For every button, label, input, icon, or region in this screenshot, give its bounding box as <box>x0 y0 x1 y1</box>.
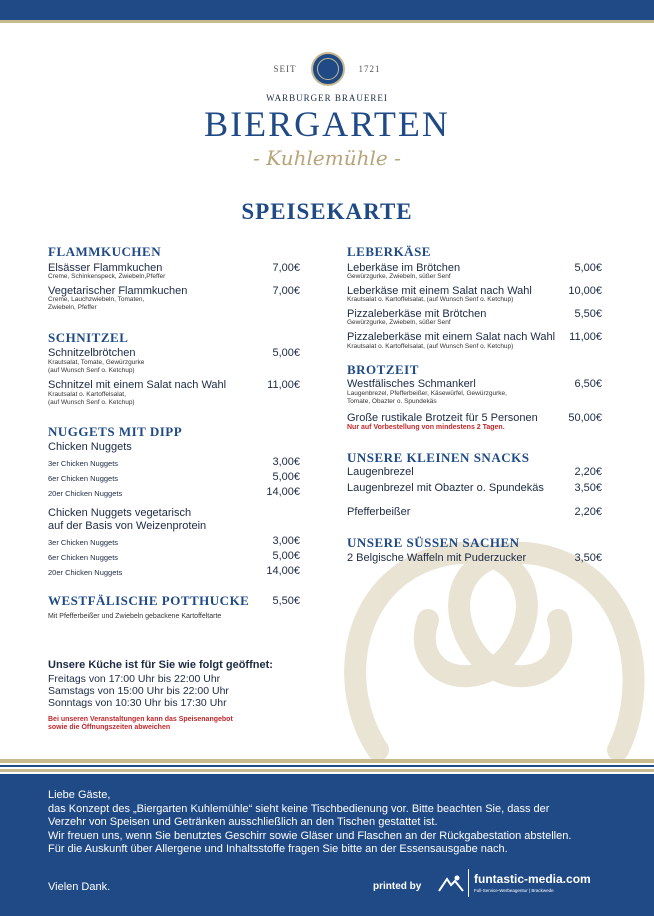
menu-item-name: Leberkäse im Brötchen <box>347 262 461 274</box>
section-title-potthucke: WESTFÄLISCHE POTTHUCKE <box>48 593 250 608</box>
menu-item-name: Schnitzel mit einem Salat nach Wahl <box>48 379 227 391</box>
opening-hours-line: Freitags von 17:00 Uhr bis 22:00 Uhr <box>48 673 221 685</box>
printed-by-label: printed by <box>373 881 422 892</box>
menu-item-price: 7,00€ <box>272 262 300 274</box>
top-color-bar <box>0 0 654 20</box>
brand-name: funtastic-media.com <box>474 872 591 886</box>
menu-title: SPEISEKARTE <box>241 199 413 224</box>
section-title-nuggets: NUGGETS MIT DIPP <box>48 424 183 439</box>
section-title-snacks: UNSERE KLEINEN SNACKS <box>347 450 530 465</box>
menu-item-name: 6er Chicken Nuggets <box>48 474 119 483</box>
footer-divider-stripes <box>0 759 654 779</box>
page-subtitle: - Kuhlemühle - <box>253 146 401 170</box>
menu-group-name: Chicken Nuggets vegetarisch <box>48 507 192 519</box>
menu-item-price: 2,20€ <box>574 506 602 518</box>
footer-line: Liebe Gäste, <box>48 789 111 801</box>
footer-notice <box>0 779 654 916</box>
menu-item-name: 3er Chicken Nuggets <box>48 459 119 468</box>
menu-item-desc: Krautsalat o. Kartoffelsalat, (auf Wunsch Senf o. Ketchup) <box>347 296 514 303</box>
menu-item-desc: Krautsalat o. Kartoffelsalat, (auf Wunsch Senf o. Ketchup) <box>48 391 135 406</box>
section-title-schnitzel: SCHNITZEL <box>48 330 129 345</box>
menu-item-price: 3,00€ <box>272 535 300 547</box>
menu-group-name: Chicken Nuggets <box>48 441 132 453</box>
menu-item-price: 2,20€ <box>574 466 602 478</box>
brand-divider <box>468 869 469 897</box>
footer-line: das Konzept des „Biergarten Kuhlemühle“ sieht keine Tischbedienung vor. Bitte beachten Sie, dass der <box>48 802 550 815</box>
menu-item-price: 5,00€ <box>272 471 300 483</box>
menu-item-desc: Krautsalat o. Kartoffelsalat, (auf Wunsch Senf o. Ketchup) <box>347 343 514 350</box>
opening-hours-heading: Unsere Küche ist für Sie wie folgt geöffnet: <box>48 659 273 671</box>
section-title-suess: UNSERE SÜSSEN SACHEN <box>347 535 520 550</box>
top-gold-stripe <box>0 20 654 23</box>
menu-item-name: Westfälisches Schmankerl <box>347 378 476 390</box>
footer-line: Verzehr von Speisen und Getränken ausschließlich an den Tischen gestattet ist. <box>48 816 438 828</box>
menu-item-desc: Creme, Lauchzwiebeln, Tomaten, Zwiebeln, Pfeffer <box>48 296 145 311</box>
menu-item-price: 5,50€ <box>574 308 602 320</box>
footer-line: Wir freuen uns, wenn Sie benutztes Geschirr sowie Gläser und Flaschen an der Rückgabestation abstellen. <box>48 829 572 842</box>
menu-item-price: 10,00€ <box>568 285 602 297</box>
menu-item-price: 3,00€ <box>272 456 300 468</box>
footer-text <box>48 789 628 857</box>
section-title-leberkaese: LEBERKÄSE <box>347 244 431 259</box>
menu-item-price: 11,00€ <box>267 379 300 391</box>
opening-hours-line: Samstags von 15:00 Uhr bis 22:00 Uhr <box>48 685 229 697</box>
menu-item-price: 6,50€ <box>574 378 602 390</box>
menu-item-name: 20er Chicken Nuggets <box>48 489 123 498</box>
menu-item-price: 5,00€ <box>272 550 300 562</box>
menu-item-desc: Krautsalat, Tomate, Gewürzgurke (auf Wunsch Senf o. Ketchup) <box>48 359 145 374</box>
founding-year: 1721 <box>358 64 381 74</box>
menu-group-subline: auf der Basis von Weizenprotein <box>48 520 207 532</box>
menu-item-name: Laugenbrezel mit Obazter o. Spundekäs <box>347 482 544 494</box>
opening-hours-line: Sonntags von 10:30 Uhr bis 17:30 Uhr <box>48 697 227 709</box>
brand-tagline: Full-Service-Werbeagentur | Brackwede <box>474 888 554 893</box>
menu-item-name: Pizzaleberkäse mit einem Salat nach Wahl <box>347 331 556 343</box>
menu-item-price: 5,50€ <box>272 595 300 607</box>
preorder-note: Nur auf Vorbestellung von mindestens 2 Tagen. <box>347 424 505 431</box>
menu-item-name: Vegetarischer Flammkuchen <box>48 285 188 297</box>
menu-item-name: Große rustikale Brotzeit für 5 Personen <box>347 412 538 424</box>
menu-item-price: 11,00€ <box>569 331 602 343</box>
menu-item-name: 3er Chicken Nuggets <box>48 538 119 547</box>
menu-item-name: 6er Chicken Nuggets <box>48 553 119 562</box>
menu-item-name: Leberkäse mit einem Salat nach Wahl <box>347 285 532 297</box>
menu-item-price: 7,00€ <box>272 285 300 297</box>
brewery-seal-row <box>0 52 654 86</box>
menu-item-desc: Laugenbrezel, Pfefferbeißer, Käsewürfel, Gewürzgurke, Tomate, Obazter o. Spundekäs <box>347 390 507 405</box>
footer-thanks: Vielen Dank. <box>48 881 111 893</box>
menu-item-name: 20er Chicken Nuggets <box>48 568 123 577</box>
menu-item-name: 2 Belgische Waffeln mit Puderzucker <box>347 552 527 564</box>
menu-item-price: 14,00€ <box>266 486 300 498</box>
opening-hours-note: Bei unseren Veranstaltungen kann das Speisenangebot sowie die Öffnungszeiten abweichen <box>48 716 233 731</box>
section-title-flammkuchen: FLAMMKUCHEN <box>48 244 162 259</box>
section-title-brotzeit: BROTZEIT <box>347 362 419 377</box>
funtastic-logo-icon <box>437 873 465 897</box>
menu-item-price: 50,00€ <box>568 412 602 424</box>
menu-item-price: 5,00€ <box>574 262 602 274</box>
menu-item-price: 14,00€ <box>266 565 300 577</box>
menu-item-name: Laugenbrezel <box>347 466 414 478</box>
menu-item-name: Elsässer Flammkuchen <box>48 262 163 274</box>
menu-item-desc: Gewürzgurke, Zwiebeln, süßer Senf <box>347 273 451 280</box>
page-title: BIERGARTEN <box>204 104 450 144</box>
menu-item-desc: Mit Pfefferbeißer und Zwiebeln gebackene Kartoffeltarte <box>48 613 222 620</box>
menu-item-price: 3,50€ <box>574 482 602 494</box>
menu-item-price: 3,50€ <box>574 552 602 564</box>
menu-item-price: 5,00€ <box>272 347 300 359</box>
menu-item-name: Schnitzelbrötchen <box>48 347 136 359</box>
brewery-name: WARBURGER BRAUEREI <box>266 93 388 103</box>
menu-item-name: Pizzaleberkäse mit Brötchen <box>347 308 487 320</box>
menu-item-desc: Gewürzgurke, Zwiebeln, süßer Senf <box>347 319 451 326</box>
seit-label: SEIT <box>273 64 297 74</box>
menu-item-name: Pfefferbeißer <box>347 506 411 518</box>
footer-line: Für die Auskunft über Allergene und Inhaltsstoffe fragen Sie bitte an der Essensausgabe nach. <box>48 843 508 855</box>
brewery-seal-icon <box>311 52 345 86</box>
menu-item-desc: Creme, Schinkenspeck, Zwiebeln,Pfeffer <box>48 273 166 280</box>
